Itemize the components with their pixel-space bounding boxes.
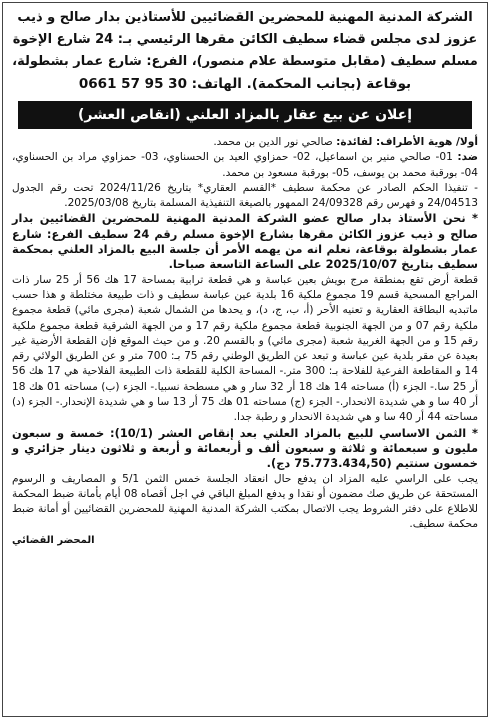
against-value: 01- صالحي منير بن اسماعيل، 02- حمزاوي العيد بن الحسناوي، 03- حمزاوي مراد بن الحسناوي، 04- بورقبة محمد بن يوسف، 05- بورقبة مسعود بن محمد.	[12, 151, 478, 179]
signature: المحضر القضائي	[12, 534, 95, 546]
notice-body	[12, 135, 478, 533]
phone-line: بوقاعة (بجانب المحكمة). الهاتف: 30 95 57 0661	[78, 76, 412, 92]
notice-title-banner: إعلان عن بيع عقار بالمزاد العلني (انقاص العشر)	[18, 101, 472, 129]
notice-header	[12, 7, 478, 95]
parties-paragraph	[12, 135, 478, 150]
against-paragraph	[12, 150, 478, 181]
auction-notice	[2, 2, 488, 717]
parties-label: أولا/ هوية الأطراف: لفائدة:	[336, 136, 478, 148]
address-line: عزوز لدى مجلس قضاء سطيف الكائن مقرها الرئيسي بـ: 24 شارع الإخوة	[12, 32, 478, 47]
branch-line: مسلم سطيف (مقابل متوسطة علام منصور)، الفرع: شارع عمار بشطولة،	[12, 54, 478, 69]
against-label: ضد:	[457, 151, 478, 164]
price-paragraph: * الثمن الاساسي للبيع بالمزاد العلني بعد إنقاص العشر (10/1): خمسة و سبعون مليون و سبعمائة و ثلاثة و سبعون ألف و أربعمائة و أربعة و ثلاثون دينار جزائري و خمسون سنتيم (75.773.434,50 دج).	[12, 425, 478, 471]
company-name-line: الشركة المدنية المهنية للمحضرين القضائيين للأستاذين بدار صالح و ذيب	[17, 10, 473, 25]
parties-value: صالحي نور الدين بن محمد.	[213, 136, 337, 148]
execution-paragraph: - تنفيذا الحكم الصادر عن محكمة سطيف *القسم العقاري* بتاريخ 2024/11/26 تحت رقم الجدول 24/04513 و فهرس رقم 24/09328 الممهور بالصيغة التنفيذية المسلمة بتاريخ 2025/03/08.	[12, 181, 478, 210]
property-description: قطعة أرض تقع بمنطقة مرج بويش بعين عباسة و هي قطعة ترابية بمساحة 17 هك 56 أر 25 سار ذات المراجع المسحية قسم 19 مجموع ملكية 16 بلدية عين عباسة سطيف و ذات طبيعة مختلطة و هذا حسب ماتبديه البطاقة العقارية و تعنيه الأحر (أ، ب، ج، د)، و يحدها من الشمال شعبة (مجرى مائي) قطعة مجموع ملكية رقم 07 و من الجهة الجنوبية قطعة مجموع ملكية رقم 17 و من الجهة الشرقية قطعة مجموع ملكية رقم 15 و من الجهة الغربية شعبة (مجرى مائي) و بالقسم 20. و من حيث الموقع فإن القطعة الأرضية غير بعيدة عن مقر بلدية عين عباسة و تبعد عن الطريق الوطني رقم 75 بـ: 700 متر و عن الطريق الولائي رقم 14 و المقاطعة الفرعية للفلاحة بـ: 300 متر.- المساحة الكلية للقطعة ذات الطبيعة الفلاحية هي 17 هك 56 أر 25 سا.- الجزء (أ) مساحته 14 هك 18 أر 32 سار و هي مسطحة نسبيا.- الجزء (ب) مساحته 01 هك 18 أر 40 سا و هي شديدة الانحدار.- الجزء (ج) مساحته 01 هك 75 أر 13 سا و هي شديدة الإنحدار.- الجزء (د) مساحته 44 أر 40 سا و هي شديدة الانحدار و رطبة جدا.	[12, 273, 479, 424]
announcement-paragraph: * نحن الأستاذ بدار صالح عضو الشركة المدنية المهنية للمحضرين القضائيين بدار صالح و ذيب عزوز الكائن مقرها بشارع الإخوة مسلم رقم 24 سطيف الفرع: شارع عمار بشطولة بوقاعة، نعلم انه من يهمه الأمر أن جلسة البيع بالمزاد العلني بمحكمة سطيف بتاريخ 2025/10/07 على الساعة التاسعة صباحا.	[12, 211, 478, 272]
conditions-paragraph: يجب على الراسي عليه المزاد ان يدفع حال انعقاد الجلسة خمس الثمن 5/1 و المصاريف و الرسوم المستحقة عن طريق صك مضمون أو نقدا و يدفع المبلغ الباقي في اجل أقصاه 08 أيام بأمانة ضبط المحكمة للاطلاع على دفتر الشروط يجب الاتصال بمكتب الشركة المدنية المهنية للمحضرين القضائيين أو أمانة ضبط محكمة سطيف.	[12, 472, 478, 531]
